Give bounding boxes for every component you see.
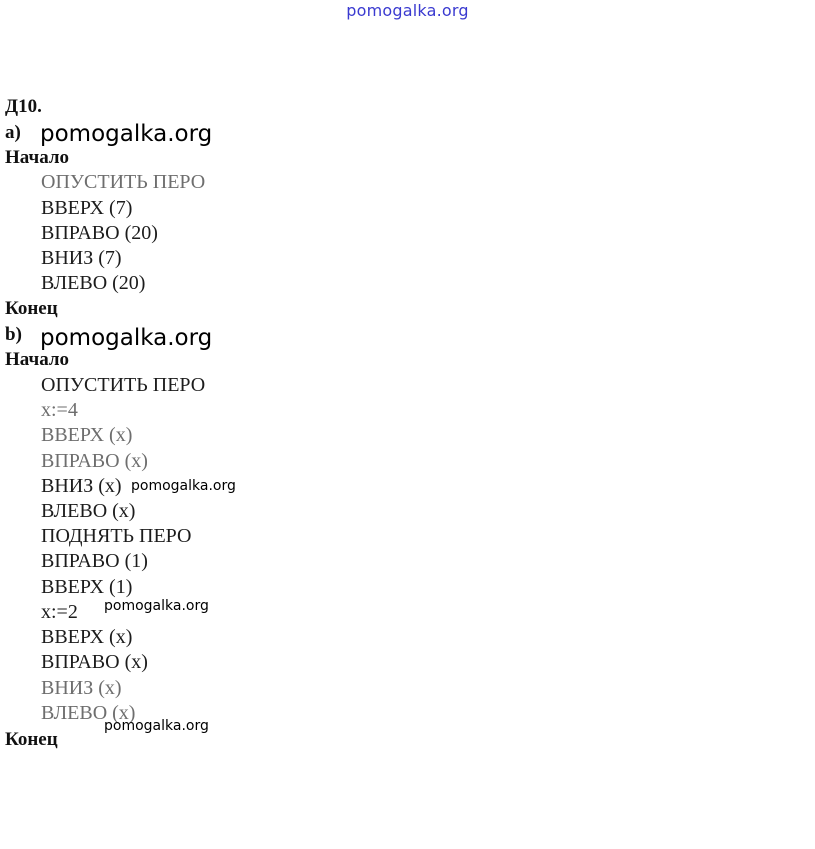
part-b-command: x:=4 <box>41 399 78 421</box>
watermark: pomogalka.org <box>131 478 236 494</box>
part-a-begin: Начало <box>5 147 70 168</box>
part-b-command: ВПРАВО (x) <box>41 450 148 472</box>
part-a-end: Конец <box>5 298 58 319</box>
part-a-command: ВВЕРХ (7) <box>41 197 133 219</box>
part-a-command: ВПРАВО (20) <box>41 222 158 244</box>
part-b-command: ВЛЕВО (x) <box>41 702 136 724</box>
part-b-command: ВВЕРХ (x) <box>41 424 133 446</box>
part-b-command: ВПРАВО (1) <box>41 550 148 572</box>
part-b-label: b) <box>5 324 22 345</box>
part-a-command: ОПУСТИТЬ ПЕРО <box>41 171 206 193</box>
watermark: pomogalka.org <box>104 598 209 614</box>
part-a-command: ВНИЗ (7) <box>41 247 122 269</box>
part-b-command: ВВЕРХ (1) <box>41 576 133 598</box>
part-b-command: ВЛЕВО (x) <box>41 500 136 522</box>
part-b-command: x:=2 <box>41 601 78 623</box>
part-b-command: ОПУСТИТЬ ПЕРО <box>41 374 206 396</box>
part-a-command: ВЛЕВО (20) <box>41 272 146 294</box>
part-b-begin: Начало <box>5 349 70 370</box>
part-b-command: ВВЕРХ (x) <box>41 626 133 648</box>
watermark: pomogalka.org <box>40 121 213 147</box>
watermark: pomogalka.org <box>40 325 213 351</box>
part-a-label: a) <box>5 122 21 143</box>
part-b-command: ПОДНЯТЬ ПЕРО <box>41 525 192 547</box>
part-b-end: Конец <box>5 729 58 750</box>
part-b-command: ВНИЗ (x) <box>41 677 122 699</box>
task-title: Д10. <box>5 96 42 117</box>
part-b-command: ВПРАВО (x) <box>41 651 148 673</box>
site-header-watermark: pomogalka.org <box>346 1 469 20</box>
watermark: pomogalka.org <box>104 718 209 734</box>
part-b-command: ВНИЗ (x) <box>41 475 122 497</box>
